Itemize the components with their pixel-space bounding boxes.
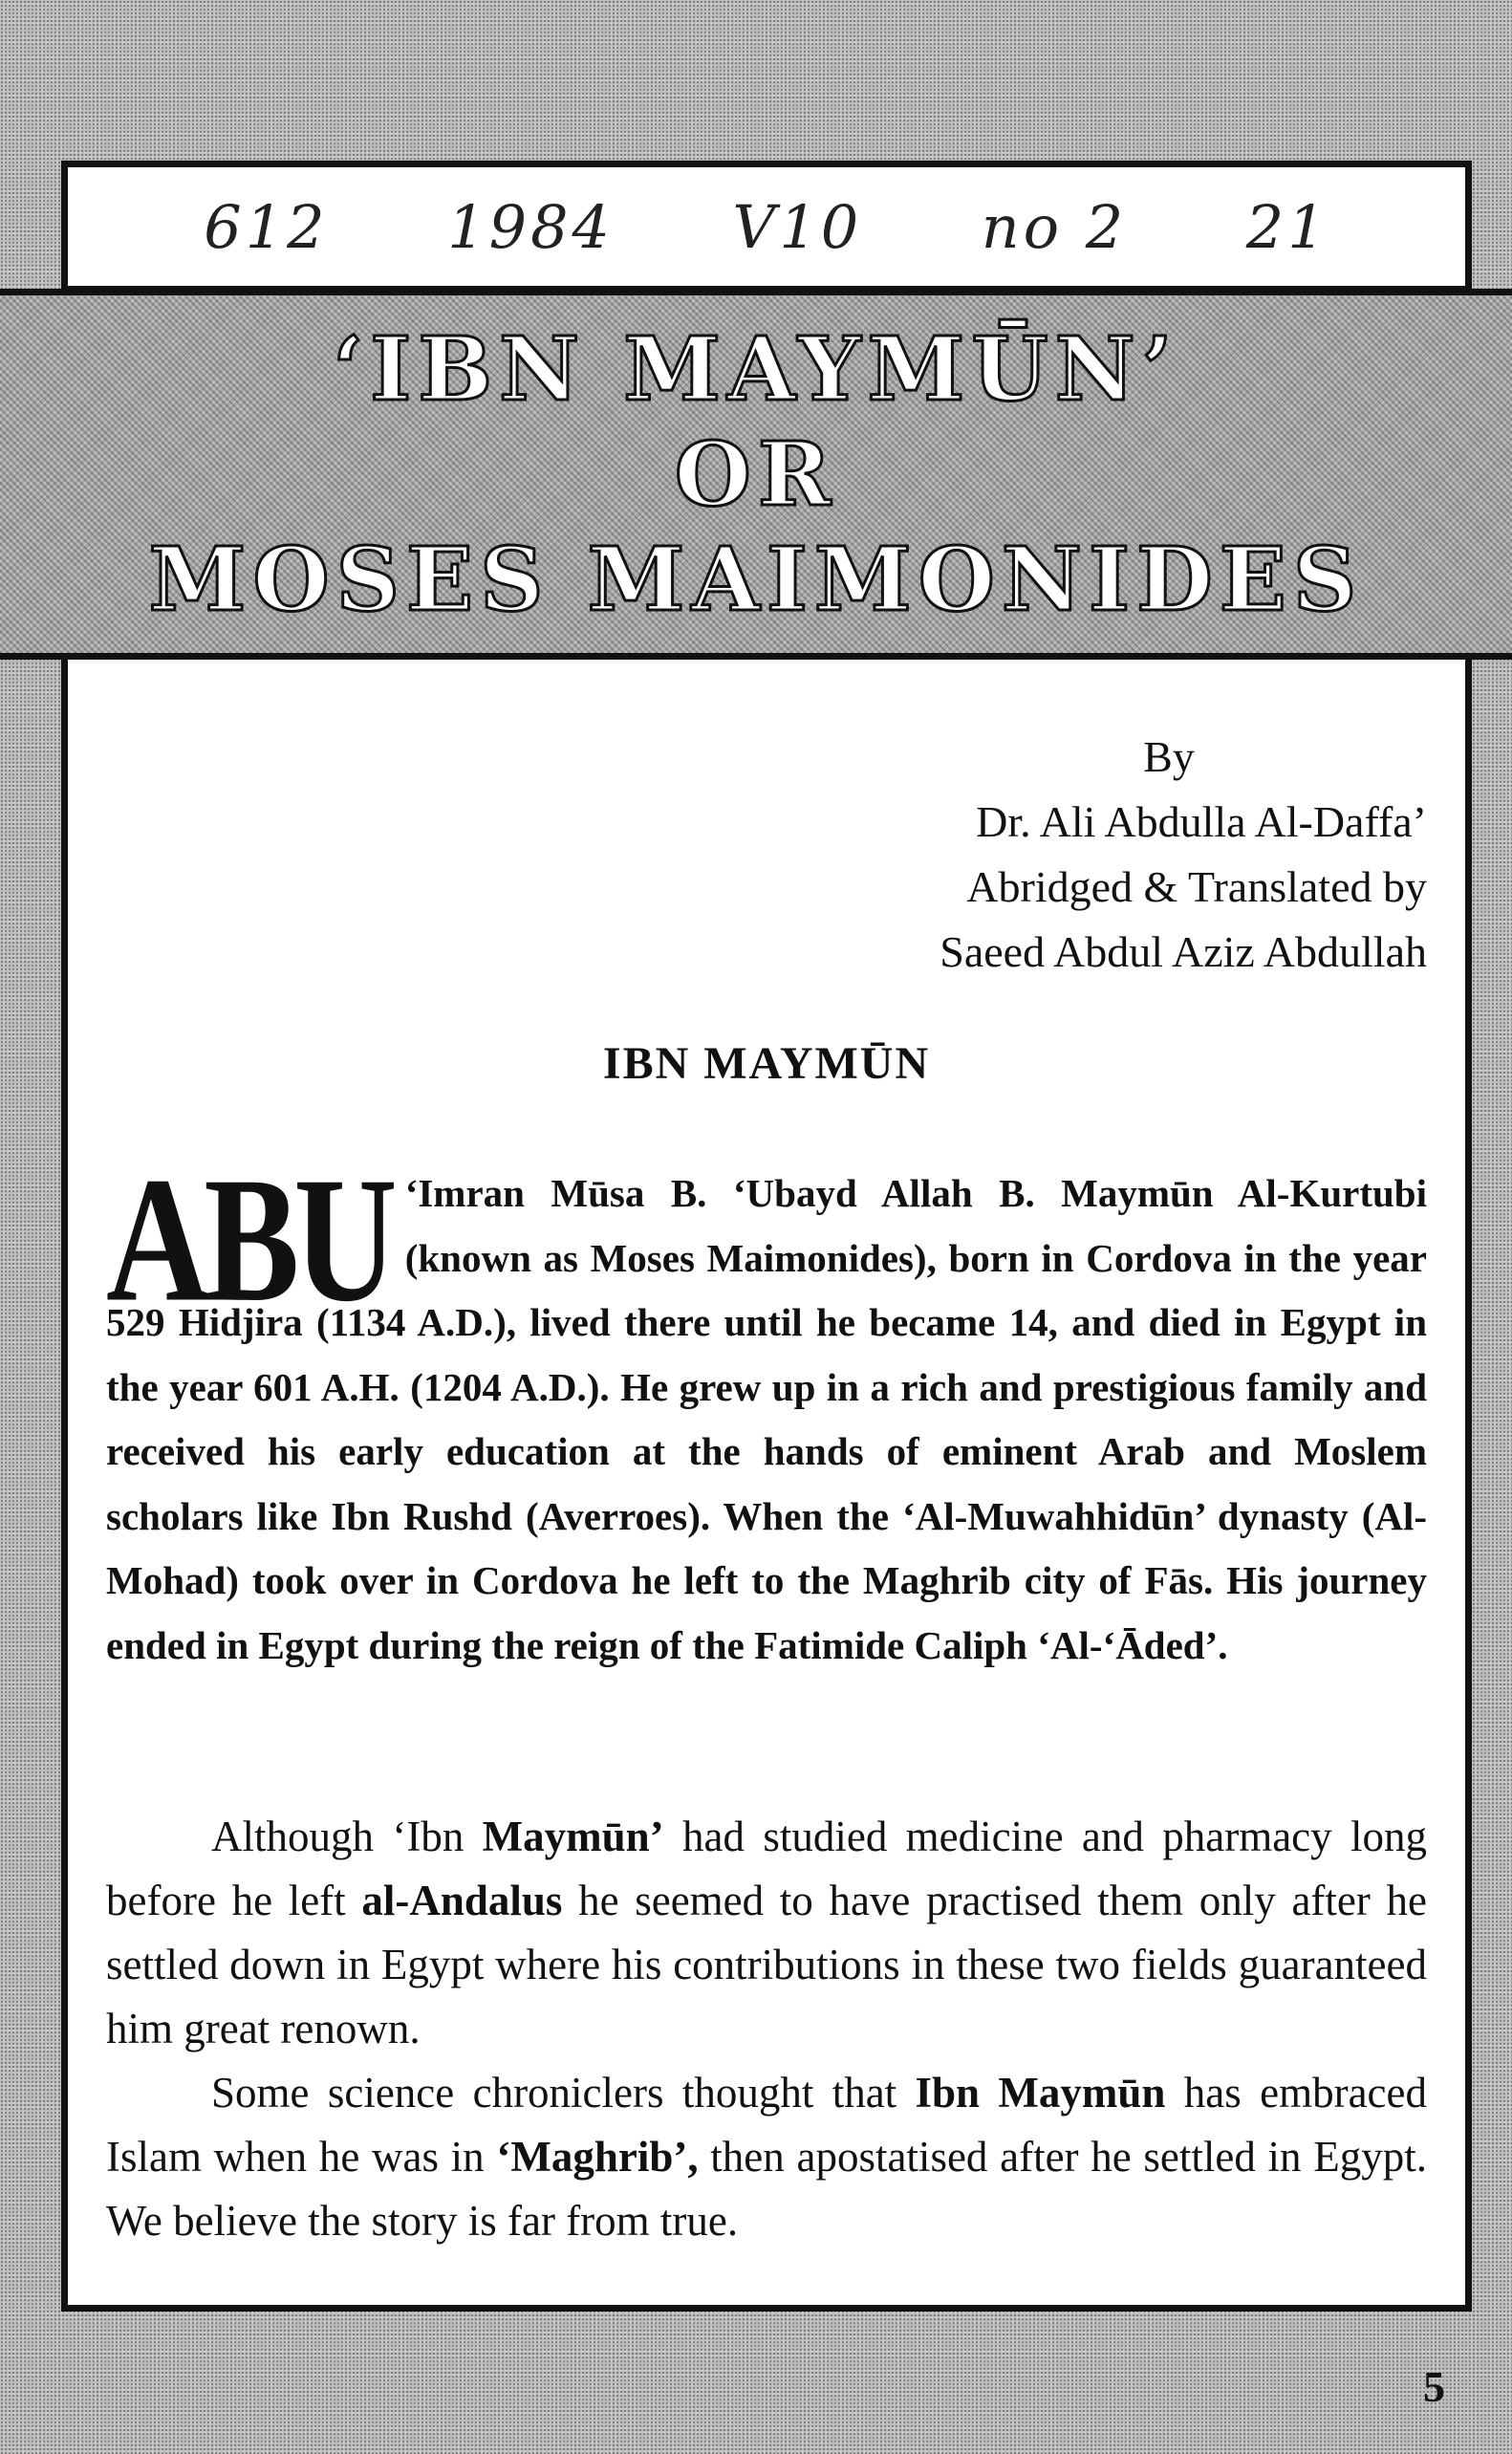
paragraph-text: has embraced Islam when he was in <box>106 2069 1427 2181</box>
drop-cap: ABU <box>106 1140 392 1339</box>
paragraph-bold-text: Maymūn’ <box>482 1813 664 1860</box>
byline-translator: Saeed Abdul Aziz Abdullah <box>940 927 1427 976</box>
paragraph-bold-text: Ibn Maymūn <box>915 2069 1166 2117</box>
paragraph-bold-text: ‘Maghrib’, <box>496 2133 699 2181</box>
paragraph-bold-text: al-Andalus <box>361 1877 563 1924</box>
paragraph-text: Some science chroniclers thought that <box>211 2069 916 2117</box>
section-heading: IBN MAYMŪN <box>602 1038 931 1089</box>
paragraph-text: had studied medicine and pharmacy long before he left <box>106 1813 1427 1924</box>
byline <box>796 725 1427 985</box>
paragraph-2 <box>106 1805 1427 2061</box>
page-number: 5 <box>1423 2362 1445 2411</box>
paragraph-3 <box>106 2061 1427 2253</box>
call-number-part: 612 <box>204 191 329 262</box>
lead-paragraph <box>106 1140 1427 1678</box>
lead-paragraph-text: ‘Imran Mūsa B. ‘Ubayd Allah B. Maymūn Al-Kurtubi (known as Moses Maimonides), born in Cordova in the year 529 Hidjira (1134 A.D.), lived there until he became 14, and died in Egypt in the year 601 A.H. (1204 A.D.). He grew up in a rich and prestigious family and received his early education at the hands of eminent Arab and Moslem scholars like Ibn Rushd (Averroes). When the ‘Al-Muwahhidūn’ dynasty (Al-Mohad) took over in Cordova he left to the Maghrib city of Fās. His journey ended in Egypt during the reign of the Fatimide Caliph ‘Al-‘Āded’. <box>106 1171 1427 1667</box>
call-number-part: 21 <box>1245 191 1329 262</box>
paragraph-text: he seemed to have practised them only after he settled down in Egypt where his contributions in these two fields guaranteed him great renown. <box>106 1877 1427 2052</box>
byline-by: By <box>1143 732 1195 781</box>
byline-translated-label: Abridged & Translated by <box>966 862 1427 911</box>
title-line-3: MOSES MAIMONIDES <box>148 528 1364 631</box>
call-number-part: V10 <box>732 191 863 262</box>
title-banner <box>0 289 1512 660</box>
paragraph-text: then apostatised after he settled in Egypt. We believe the story is far from true. <box>106 2133 1427 2245</box>
call-number-part: no 2 <box>981 191 1128 262</box>
title-line-2: OR <box>674 423 838 526</box>
article-body <box>61 660 1472 2312</box>
title-line-1: ‘IBN MAYMŪN’ <box>333 317 1179 421</box>
call-number-part: 1984 <box>447 191 614 262</box>
byline-author: Dr. Ali Abdulla Al-Daffa’ <box>976 797 1427 846</box>
handwritten-call-number <box>61 161 1472 293</box>
paragraph-text: Although ‘Ibn <box>211 1813 483 1860</box>
